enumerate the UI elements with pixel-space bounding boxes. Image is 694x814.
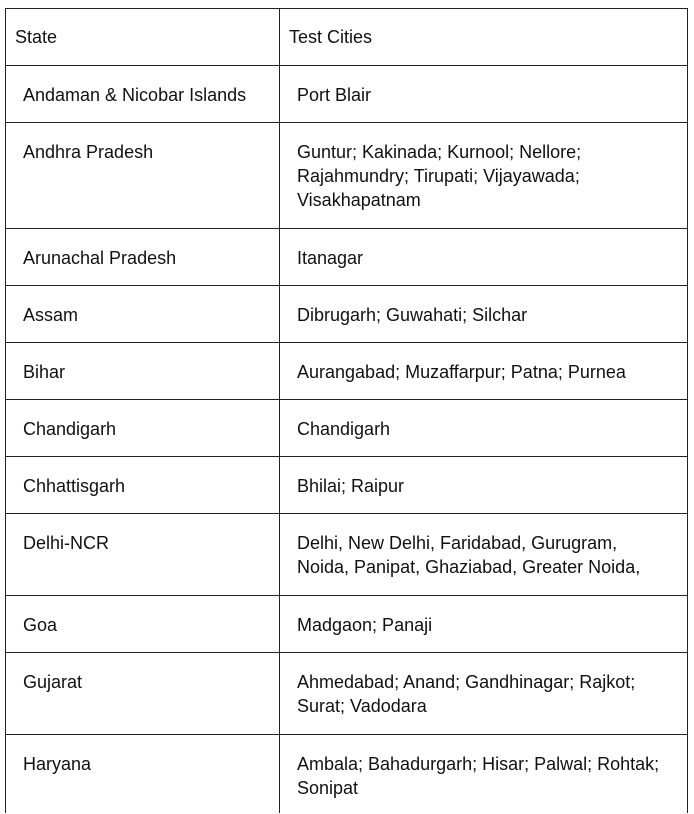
table-row <box>6 66 688 123</box>
state-cell: Chhattisgarh <box>6 457 280 514</box>
state-column-header: State <box>6 9 280 66</box>
state-cell: Andaman & Nicobar Islands <box>6 66 280 123</box>
test-cities-cell: Delhi, New Delhi, Faridabad, Gurugram, Noida, Panipat, Ghaziabad, Greater Noida, <box>280 514 688 596</box>
table-header-row <box>6 9 688 66</box>
test-cities-cell: Madgaon; Panaji <box>280 596 688 653</box>
test-cities-cell: Guntur; Kakinada; Kurnool; Nellore; Rajahmundry; Tirupati; Vijayawada; Visakhapatnam <box>280 123 688 229</box>
table-row <box>6 400 688 457</box>
state-cell: Arunachal Pradesh <box>6 229 280 286</box>
state-cell: Gujarat <box>6 653 280 735</box>
table-row <box>6 343 688 400</box>
test-cities-cell: Bhilai; Raipur <box>280 457 688 514</box>
state-cell: Bihar <box>6 343 280 400</box>
test-cities-cell: Chandigarh <box>280 400 688 457</box>
state-cell: Andhra Pradesh <box>6 123 280 229</box>
test-cities-cell: Aurangabad; Muzaffarpur; Patna; Purnea <box>280 343 688 400</box>
table-row <box>6 596 688 653</box>
state-cell: Haryana <box>6 735 280 813</box>
table-row <box>6 735 688 813</box>
test-cities-cell: Port Blair <box>280 66 688 123</box>
state-cell: Chandigarh <box>6 400 280 457</box>
state-cities-table-container <box>5 8 687 813</box>
table-row <box>6 457 688 514</box>
test-cities-cell: Ambala; Bahadurgarh; Hisar; Palwal; Rohtak; Sonipat <box>280 735 688 813</box>
table-body <box>6 66 688 813</box>
state-cell: Goa <box>6 596 280 653</box>
test-cities-cell: Ahmedabad; Anand; Gandhinagar; Rajkot; Surat; Vadodara <box>280 653 688 735</box>
state-cell: Assam <box>6 286 280 343</box>
table-row <box>6 123 688 229</box>
state-cell: Delhi-NCR <box>6 514 280 596</box>
table-row <box>6 514 688 596</box>
table-row <box>6 653 688 735</box>
table-row <box>6 229 688 286</box>
test-cities-column-header: Test Cities <box>280 9 688 66</box>
test-cities-cell: Dibrugarh; Guwahati; Silchar <box>280 286 688 343</box>
test-cities-cell: Itanagar <box>280 229 688 286</box>
table-row <box>6 286 688 343</box>
state-cities-table <box>5 8 688 813</box>
